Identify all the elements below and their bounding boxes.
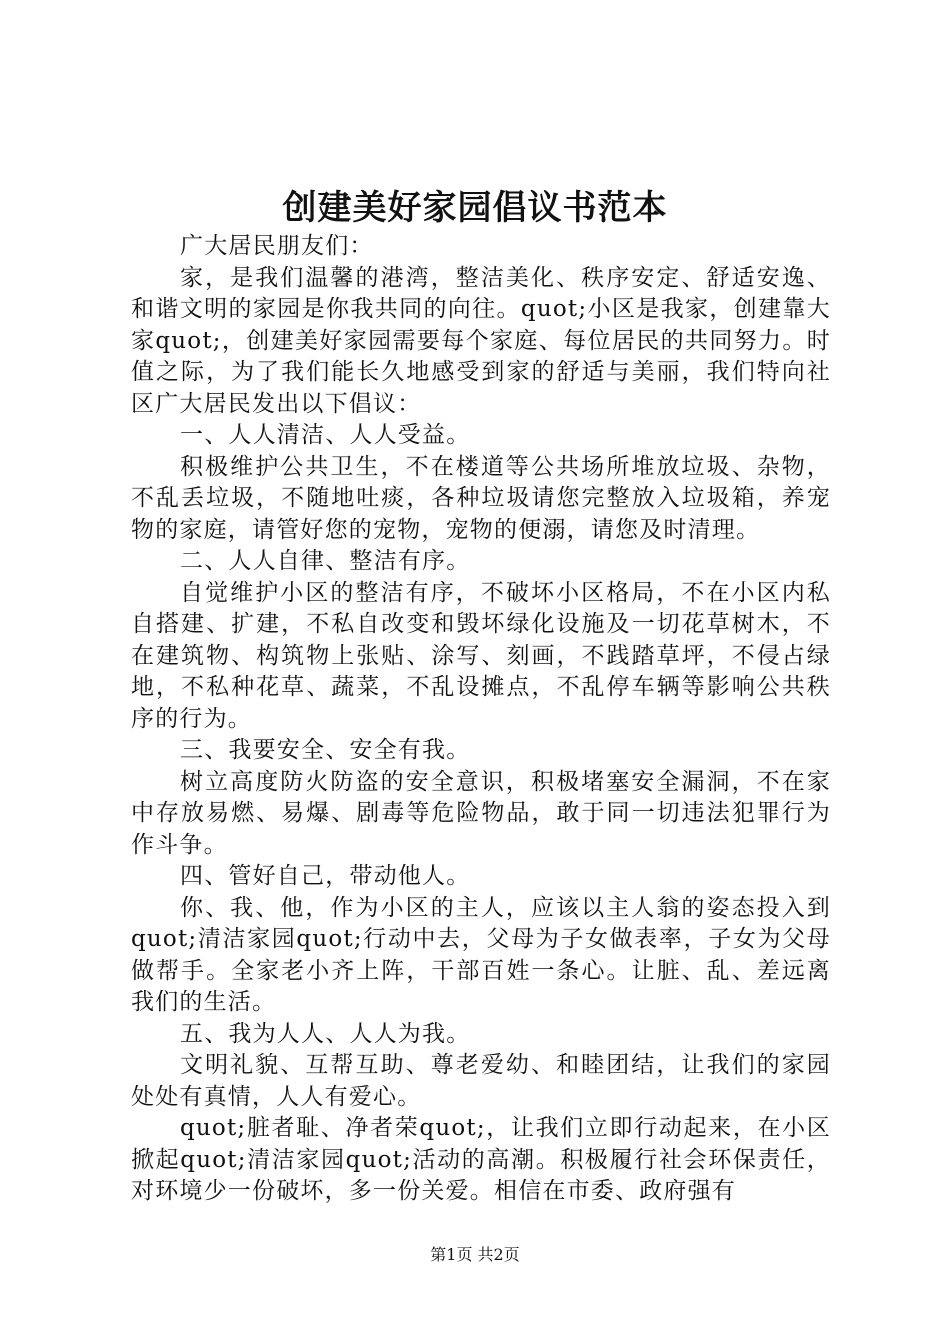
- section-body-1: 积极维护公共卫生，不在楼道等公共场所堆放垃圾、杂物，不乱丢垃圾，不随地吐痰，各种垃圾请您完整放入垃圾箱，养宠物的家庭，请管好您的宠物，宠物的便溺，请您及时清理。: [131, 453, 831, 543]
- page-footer: 第1页 共2页: [430, 1245, 520, 1264]
- intro-paragraph: 家，是我们温馨的港湾，整洁美化、秩序安定、舒适安逸、和谐文明的家园是你我共同的向往。quot;小区是我家，创建靠大家quot;，创建美好家园需要每个家庭、每位居民的共同努力。时值之际，为了我们能长久地感受到家的舒适与美丽，我们特向社区广大居民发出以下倡议：: [131, 264, 831, 417]
- section-body-2: 自觉维护小区的整洁有序，不破坏小区格局，不在小区内私自搭建、扩建，不私自改变和毁坏绿化设施及一切花草树木，不在建筑物、构筑物上张贴、涂写、刻画，不践踏草坪，不侵占绿地，不私种花草、蔬菜，不乱设摊点，不乱停车辆等影响公共秩序的行为。: [131, 579, 831, 732]
- section-heading-3: 三、我要安全、安全有我。: [180, 737, 471, 763]
- section-body-5: 文明礼貌、互帮互助、尊老爱幼、和睦团结，让我们的家园处处有真情，人人有爱心。: [131, 1052, 831, 1110]
- section-heading-2: 二、人人自律、整洁有序。: [180, 548, 471, 574]
- document-body: [131, 231, 831, 1208]
- salutation: 广大居民朋友们：: [180, 233, 374, 259]
- document-title: 创建美好家园倡议书范本: [282, 188, 668, 228]
- section-heading-1: 一、人人清洁、人人受益。: [180, 422, 471, 448]
- closing-paragraph: quot;脏者耻、净者荣quot;，让我们立即行动起来，在小区掀起quot;清洁家园quot;活动的高潮。积极履行社会环保责任，对环境少一份破坏，多一份关爱。相信在市委、政府强有: [131, 1115, 831, 1204]
- section-body-3: 树立高度防火防盗的安全意识，积极堵塞安全漏洞，不在家中存放易燃、易爆、剧毒等危险物品，敢于同一切违法犯罪行为作斗争。: [131, 768, 831, 858]
- section-body-4: 你、我、他，作为小区的主人，应该以主人翁的姿态投入到quot;清洁家园quot;行动中去，父母为子女做表率，子女为父母做帮手。全家老小齐上阵，干部百姓一条心。让脏、乱、差远离我们的生活。: [131, 894, 831, 1015]
- section-heading-5: 五、我为人人、人人为我。: [180, 1020, 471, 1047]
- section-heading-4: 四、管好自己，带动他人。: [180, 863, 471, 889]
